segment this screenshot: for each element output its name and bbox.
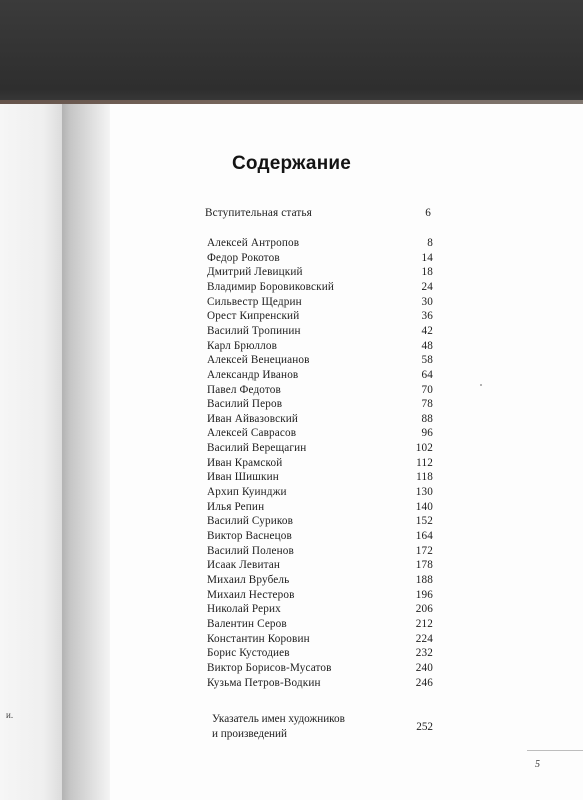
toc-entry-name: Виктор Васнецов [207, 530, 292, 542]
toc-entry [207, 500, 433, 515]
toc-entry-name: Федор Рокотов [207, 251, 280, 264]
toc-intro-page: 6 [425, 207, 431, 219]
toc-entry [207, 676, 433, 691]
toc-entry [207, 324, 433, 339]
toc-entry [207, 529, 433, 544]
toc-entry [207, 573, 433, 588]
page-title: Содержание [231, 153, 352, 174]
toc-entry-name: Василий Перов [207, 398, 283, 411]
toc-entry [207, 309, 433, 324]
toc-entry [207, 426, 433, 441]
toc-entry-page: 36 [421, 310, 433, 323]
toc-entry-page: 30 [421, 295, 433, 308]
toc-entry [207, 295, 433, 310]
toc-entry-name: Михаил Врубель [207, 573, 290, 586]
toc-entry [207, 236, 433, 251]
toc-entry-name: Архип Куинджи [207, 486, 287, 499]
toc-entry-name: Виктор Борисов-Мусатов [207, 661, 332, 674]
toc-index-entry [212, 712, 433, 742]
toc-entry-page: 140 [415, 500, 433, 513]
toc-entry-page: 196 [415, 588, 433, 601]
toc-entry-page: 206 [415, 603, 433, 616]
toc-entry-name: Василий Поленов [207, 544, 294, 557]
toc-entry [207, 514, 433, 529]
left-margin [0, 104, 62, 800]
page-number: 5 [535, 759, 540, 770]
toc-entry-page: 164 [415, 530, 433, 542]
toc-entry-name: Исаак Левитан [207, 559, 281, 572]
toc-entry-page: 240 [415, 661, 433, 674]
toc-entry-name: Алексей Саврасов [207, 427, 297, 440]
toc-entry-page: 88 [421, 412, 433, 425]
toc-entry-name: Карл Брюллов [207, 339, 278, 352]
toc-entry-name: Василий Суриков [207, 515, 294, 528]
toc-entry-name: Павел Федотов [207, 383, 281, 396]
toc-entry-name: Алексей Венецианов [207, 354, 310, 367]
toc-entry-name: Илья Репин [207, 500, 265, 513]
toc-entry-page: 18 [421, 266, 433, 279]
toc-entry [207, 368, 433, 383]
toc-entry [207, 661, 433, 676]
toc-entry-page: 8 [427, 237, 433, 249]
toc-entry-page: 64 [421, 368, 433, 381]
toc-entry [207, 280, 433, 295]
toc-entry [207, 412, 433, 427]
toc-entry-name: Дмитрий Левицкий [207, 266, 303, 279]
toc-entry [207, 397, 433, 412]
toc-entry-name: Константин Коровин [207, 632, 310, 645]
toc-entry-page: 178 [415, 559, 433, 572]
toc-index-line2: и произведений [212, 728, 288, 740]
toc-entry-page: 172 [415, 544, 433, 557]
toc-entry [207, 588, 433, 603]
toc-entry-page: 246 [415, 676, 433, 689]
toc-entry [207, 265, 433, 280]
toc-entry-page: 70 [421, 383, 433, 396]
toc-entry [207, 617, 433, 632]
toc-intro-label: Вступительная статья [205, 207, 312, 219]
toc-entry [207, 485, 433, 500]
toc-intro-row [205, 206, 431, 221]
toc-entry-page: 130 [415, 486, 433, 499]
toc-entry-page: 58 [421, 354, 433, 367]
toc-entry-name: Василий Тропинин [207, 324, 301, 337]
toc-entry-page: 42 [421, 324, 433, 337]
toc-entry-page: 24 [421, 280, 433, 293]
toc-entry [207, 470, 433, 485]
toc-entry-name: Сильвестр Щедрин [207, 295, 302, 308]
toc-entry-page: 118 [416, 471, 433, 484]
toc-entry-page: 102 [415, 442, 433, 455]
toc-entry-page: 188 [415, 573, 433, 586]
toc-entry [207, 602, 433, 617]
toc-entry-name: Василий Верещагин [207, 442, 307, 455]
toc-entry-name: Иван Шишкин [207, 471, 279, 484]
toc-entry-name: Кузьма Петров-Водкин [207, 676, 321, 689]
toc-index-line1: Указатель имен художников [212, 713, 345, 725]
toc-entry-name: Борис Кустодиев [207, 647, 290, 660]
toc-entry [207, 353, 433, 368]
toc-entry [207, 251, 433, 266]
scanner-background [0, 0, 583, 105]
toc-entry [207, 646, 433, 661]
toc-entry [207, 544, 433, 559]
toc-entry-page: 78 [421, 398, 433, 411]
toc-entry-name: Алексей Антропов [207, 237, 300, 249]
toc-entry-name: Орест Кипренский [207, 310, 300, 323]
toc-entry-name: Михаил Нестеров [207, 588, 295, 601]
toc-entry-name: Николай Рерих [207, 603, 281, 616]
footer-rule [527, 750, 583, 751]
toc-entry [207, 558, 433, 573]
toc-entry [207, 383, 433, 398]
toc-entry [207, 441, 433, 456]
toc-entry-page: 224 [415, 632, 433, 645]
toc-entry [207, 632, 433, 647]
toc-entry-page: 96 [421, 427, 433, 440]
toc-entry [207, 339, 433, 354]
toc-entry-page: 212 [415, 617, 433, 630]
toc-entry-page: 232 [415, 647, 433, 660]
toc-entry [207, 456, 433, 471]
toc-entry-page: 152 [415, 515, 433, 528]
toc-entry-name: Иван Айвазовский [207, 412, 299, 425]
speck [480, 384, 482, 386]
toc-entry-page: 48 [421, 339, 433, 352]
toc-index-page: 252 [416, 721, 433, 733]
toc-entry-name: Александр Иванов [207, 368, 299, 381]
margin-mark: и. [6, 710, 14, 720]
toc-entry-name: Владимир Боровиковский [207, 280, 334, 293]
toc-entry-name: Иван Крамской [207, 456, 283, 469]
toc-entry-page: 14 [421, 251, 433, 264]
toc-entry-page: 112 [416, 456, 433, 469]
toc-entry-name: Валентин Серов [207, 617, 287, 630]
